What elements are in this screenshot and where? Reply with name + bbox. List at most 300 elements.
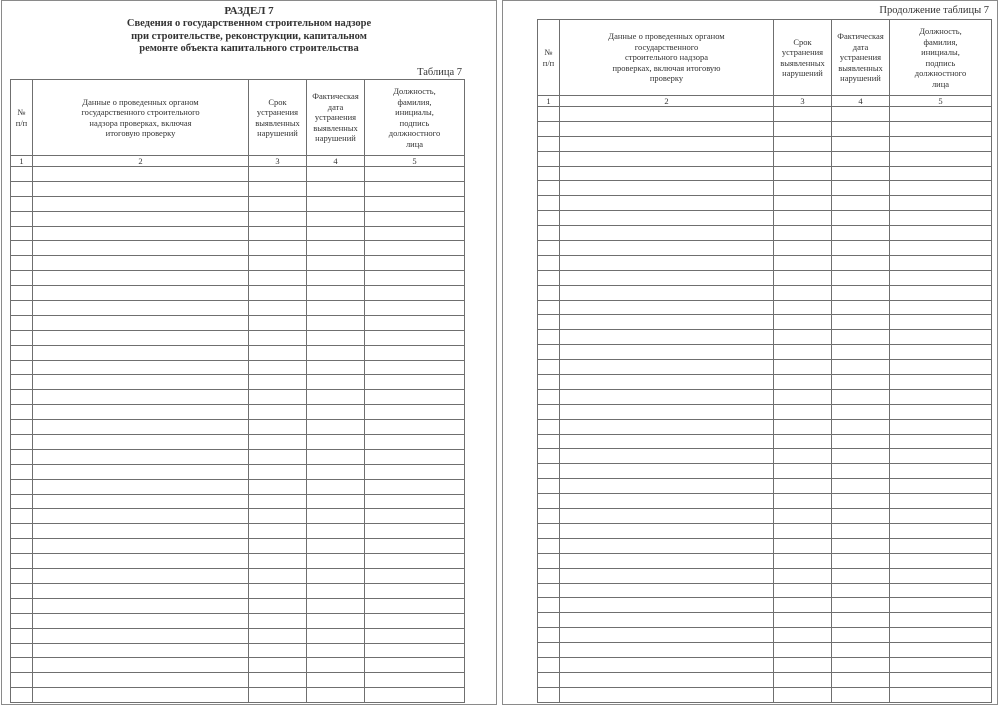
register-table bbox=[10, 79, 465, 703]
table-cell bbox=[11, 301, 33, 316]
table-row bbox=[11, 226, 465, 241]
table-cell bbox=[249, 613, 307, 628]
table-cell bbox=[832, 404, 890, 419]
table-row bbox=[538, 285, 992, 300]
table-row bbox=[538, 270, 992, 285]
table-cell bbox=[249, 256, 307, 271]
table-cell bbox=[560, 613, 774, 628]
table-cell bbox=[307, 256, 365, 271]
table-row bbox=[11, 583, 465, 598]
table-row bbox=[11, 375, 465, 390]
table-row bbox=[538, 107, 992, 122]
table-cell bbox=[560, 270, 774, 285]
table-row bbox=[538, 389, 992, 404]
table-cell bbox=[774, 389, 832, 404]
column-number: 3 bbox=[774, 96, 832, 107]
table-cell bbox=[832, 419, 890, 434]
table-cell bbox=[832, 151, 890, 166]
section-title-line: Сведения о государственном строительном надзоре bbox=[126, 18, 372, 29]
table-cell bbox=[832, 121, 890, 136]
table-cell bbox=[249, 315, 307, 330]
table-cell bbox=[249, 286, 307, 301]
table-row bbox=[538, 538, 992, 553]
table-cell bbox=[307, 449, 365, 464]
register-table-continued bbox=[537, 19, 992, 703]
table-row bbox=[538, 568, 992, 583]
table-cell bbox=[832, 375, 890, 390]
table-cell bbox=[560, 509, 774, 524]
table-cell bbox=[307, 673, 365, 688]
table-cell bbox=[365, 449, 465, 464]
table-row bbox=[538, 419, 992, 434]
table-cell bbox=[307, 479, 365, 494]
table-cell bbox=[307, 628, 365, 643]
column-header: № п/п bbox=[538, 20, 560, 96]
table-cell bbox=[774, 538, 832, 553]
column-header: № п/п bbox=[11, 80, 33, 156]
table-cell bbox=[890, 389, 992, 404]
table-cell bbox=[560, 538, 774, 553]
table-cell bbox=[11, 464, 33, 479]
table-row bbox=[11, 494, 465, 509]
table-cell bbox=[890, 375, 992, 390]
table-row bbox=[11, 315, 465, 330]
table-cell bbox=[11, 315, 33, 330]
table-cell bbox=[560, 285, 774, 300]
table-cell bbox=[365, 494, 465, 509]
table-cell bbox=[832, 181, 890, 196]
table-cell bbox=[774, 315, 832, 330]
table-cell bbox=[774, 509, 832, 524]
table-cell bbox=[307, 569, 365, 584]
table-cell bbox=[774, 613, 832, 628]
table-cell bbox=[832, 509, 890, 524]
table-cell bbox=[249, 479, 307, 494]
table-cell bbox=[249, 196, 307, 211]
table-row bbox=[538, 166, 992, 181]
table-row bbox=[11, 181, 465, 196]
table-cell bbox=[249, 658, 307, 673]
table-cell bbox=[538, 241, 560, 256]
column-number: 2 bbox=[33, 156, 249, 167]
table-cell bbox=[890, 419, 992, 434]
table-cell bbox=[11, 643, 33, 658]
table-row bbox=[538, 211, 992, 226]
table-cell bbox=[33, 464, 249, 479]
table-cell bbox=[365, 509, 465, 524]
table-row bbox=[11, 554, 465, 569]
table-cell bbox=[774, 300, 832, 315]
section-title-line: ремонте объекта капитального строительства bbox=[139, 43, 359, 54]
table-cell bbox=[307, 301, 365, 316]
table-row bbox=[11, 539, 465, 554]
table-cell bbox=[890, 270, 992, 285]
table-cell bbox=[33, 569, 249, 584]
table-cell bbox=[538, 360, 560, 375]
table-cell bbox=[890, 509, 992, 524]
table-cell bbox=[890, 434, 992, 449]
table-cell bbox=[538, 107, 560, 122]
column-header: Срок устранения выявленных нарушений bbox=[774, 20, 832, 96]
column-header: Фактическая дата устранения выявленных нарушений bbox=[307, 80, 365, 156]
table-cell bbox=[33, 613, 249, 628]
column-header: Должность, фамилия, инициалы, подпись должностного лица bbox=[890, 20, 992, 96]
table-header-row bbox=[11, 80, 465, 156]
table-cell bbox=[33, 375, 249, 390]
table-cell bbox=[832, 672, 890, 687]
table-cell bbox=[11, 181, 33, 196]
table-cell bbox=[11, 494, 33, 509]
table-row bbox=[538, 241, 992, 256]
table-cell bbox=[560, 583, 774, 598]
table-cell bbox=[560, 449, 774, 464]
table-row bbox=[538, 598, 992, 613]
table-cell bbox=[890, 136, 992, 151]
table-cell bbox=[538, 121, 560, 136]
table-cell bbox=[832, 315, 890, 330]
table-cell bbox=[538, 136, 560, 151]
table-cell bbox=[365, 554, 465, 569]
column-header: Данные о проведенных органом государственного строительного надзора проверках, включая итоговую проверку bbox=[33, 80, 249, 156]
table-cell bbox=[365, 479, 465, 494]
table-cell bbox=[307, 226, 365, 241]
table-row bbox=[11, 286, 465, 301]
table-cell bbox=[33, 479, 249, 494]
table-row bbox=[538, 583, 992, 598]
table-cell bbox=[560, 672, 774, 687]
table-cell bbox=[774, 107, 832, 122]
table-row bbox=[538, 523, 992, 538]
table-cell bbox=[890, 404, 992, 419]
table-cell bbox=[249, 405, 307, 420]
column-number: 5 bbox=[890, 96, 992, 107]
table-cell bbox=[890, 196, 992, 211]
table-row bbox=[11, 271, 465, 286]
table-cell bbox=[11, 211, 33, 226]
table-cell bbox=[365, 464, 465, 479]
table-cell bbox=[33, 435, 249, 450]
table-cell bbox=[11, 196, 33, 211]
table-cell bbox=[890, 553, 992, 568]
table-cell bbox=[560, 628, 774, 643]
table-cell bbox=[365, 569, 465, 584]
table-cell bbox=[365, 583, 465, 598]
table-row bbox=[11, 569, 465, 584]
table-cell bbox=[832, 687, 890, 702]
table-cell bbox=[365, 613, 465, 628]
table-cell bbox=[307, 181, 365, 196]
table-cell bbox=[832, 300, 890, 315]
table-cell bbox=[33, 583, 249, 598]
table-cell bbox=[538, 300, 560, 315]
table-row bbox=[538, 196, 992, 211]
table-row bbox=[538, 226, 992, 241]
table-cell bbox=[890, 166, 992, 181]
table-cell bbox=[538, 628, 560, 643]
table-row bbox=[538, 494, 992, 509]
table-cell bbox=[365, 658, 465, 673]
table-cell bbox=[538, 345, 560, 360]
table-cell bbox=[538, 211, 560, 226]
table-cell bbox=[560, 241, 774, 256]
table-cell bbox=[307, 598, 365, 613]
table-cell bbox=[33, 554, 249, 569]
table-cell bbox=[365, 301, 465, 316]
table-cell bbox=[249, 449, 307, 464]
table-cell bbox=[11, 345, 33, 360]
table-cell bbox=[33, 330, 249, 345]
table-cell bbox=[307, 524, 365, 539]
table-cell bbox=[11, 256, 33, 271]
table-cell bbox=[538, 464, 560, 479]
table-cell bbox=[832, 389, 890, 404]
table-cell bbox=[249, 226, 307, 241]
table-cell bbox=[890, 300, 992, 315]
table-cell bbox=[832, 226, 890, 241]
table-cell bbox=[307, 345, 365, 360]
table-row bbox=[538, 509, 992, 524]
table-cell bbox=[560, 464, 774, 479]
table-cell bbox=[774, 121, 832, 136]
table-row bbox=[538, 255, 992, 270]
table-cell bbox=[832, 464, 890, 479]
table-row bbox=[538, 360, 992, 375]
table-label: Таблица 7 bbox=[417, 67, 462, 78]
table-cell bbox=[560, 360, 774, 375]
table-cell bbox=[890, 494, 992, 509]
table-row bbox=[11, 688, 465, 703]
table-cell bbox=[365, 598, 465, 613]
table-cell bbox=[11, 688, 33, 703]
table-cell bbox=[33, 360, 249, 375]
table-cell bbox=[560, 300, 774, 315]
table-cell bbox=[11, 375, 33, 390]
table-cell bbox=[890, 330, 992, 345]
table-row bbox=[538, 345, 992, 360]
table-cell bbox=[832, 107, 890, 122]
table-cell bbox=[11, 613, 33, 628]
table-cell bbox=[33, 390, 249, 405]
table-row bbox=[11, 658, 465, 673]
table-cell bbox=[774, 553, 832, 568]
table-row bbox=[11, 464, 465, 479]
table-cell bbox=[832, 449, 890, 464]
table-cell bbox=[538, 598, 560, 613]
column-number: 3 bbox=[249, 156, 307, 167]
table-cell bbox=[832, 583, 890, 598]
table-cell bbox=[832, 345, 890, 360]
table-cell bbox=[774, 672, 832, 687]
table-cell bbox=[774, 523, 832, 538]
column-number: 5 bbox=[365, 156, 465, 167]
table-cell bbox=[538, 166, 560, 181]
table-cell bbox=[832, 494, 890, 509]
table-cell bbox=[774, 434, 832, 449]
table-cell bbox=[11, 583, 33, 598]
table-cell bbox=[33, 598, 249, 613]
table-cell bbox=[560, 255, 774, 270]
table-cell bbox=[538, 657, 560, 672]
table-cell bbox=[832, 196, 890, 211]
table-cell bbox=[307, 330, 365, 345]
column-header: Должность, фамилия, инициалы, подпись должностного лица bbox=[365, 80, 465, 156]
table-cell bbox=[307, 509, 365, 524]
table-cell bbox=[832, 285, 890, 300]
table-cell bbox=[307, 167, 365, 182]
table-cell bbox=[365, 420, 465, 435]
table-cell bbox=[11, 360, 33, 375]
table-cell bbox=[307, 658, 365, 673]
table-cell bbox=[560, 330, 774, 345]
table-cell bbox=[33, 271, 249, 286]
table-row bbox=[538, 434, 992, 449]
table-cell bbox=[365, 688, 465, 703]
table-cell bbox=[832, 479, 890, 494]
table-cell bbox=[538, 181, 560, 196]
table-cell bbox=[890, 315, 992, 330]
table-cell bbox=[365, 226, 465, 241]
table-cell bbox=[538, 509, 560, 524]
table-cell bbox=[11, 435, 33, 450]
section-number: РАЗДЕЛ 7 bbox=[224, 5, 274, 17]
table-cell bbox=[560, 553, 774, 568]
table-cell bbox=[33, 643, 249, 658]
table-row bbox=[538, 315, 992, 330]
table-cell bbox=[560, 315, 774, 330]
table-cell bbox=[365, 315, 465, 330]
table-cell bbox=[832, 657, 890, 672]
table-cell bbox=[249, 211, 307, 226]
table-cell bbox=[774, 598, 832, 613]
table-cell bbox=[560, 643, 774, 658]
table-cell bbox=[11, 390, 33, 405]
right-page bbox=[502, 0, 998, 705]
table-cell bbox=[560, 211, 774, 226]
table-cell bbox=[560, 479, 774, 494]
section-heading bbox=[2, 5, 496, 56]
table-cell bbox=[890, 345, 992, 360]
table-cell bbox=[538, 255, 560, 270]
table-cell bbox=[560, 598, 774, 613]
table-cell bbox=[538, 315, 560, 330]
table-cell bbox=[560, 345, 774, 360]
left-page bbox=[1, 0, 497, 705]
continuation-label: Продолжение таблицы 7 bbox=[879, 5, 989, 16]
table-cell bbox=[33, 658, 249, 673]
table-cell bbox=[249, 554, 307, 569]
table-cell bbox=[365, 524, 465, 539]
table-cell bbox=[11, 420, 33, 435]
table-cell bbox=[33, 256, 249, 271]
table-cell bbox=[11, 226, 33, 241]
table-cell bbox=[890, 107, 992, 122]
table-cell bbox=[774, 196, 832, 211]
table-cell bbox=[249, 301, 307, 316]
table-cell bbox=[890, 479, 992, 494]
table-cell bbox=[538, 613, 560, 628]
table-cell bbox=[33, 301, 249, 316]
table-cell bbox=[249, 539, 307, 554]
table-cell bbox=[774, 345, 832, 360]
table-cell bbox=[307, 405, 365, 420]
table-cell bbox=[33, 449, 249, 464]
table-cell bbox=[33, 539, 249, 554]
table-cell bbox=[538, 449, 560, 464]
table-cell bbox=[832, 628, 890, 643]
table-cell bbox=[560, 404, 774, 419]
table-cell bbox=[832, 538, 890, 553]
table-cell bbox=[11, 241, 33, 256]
table-cell bbox=[33, 345, 249, 360]
table-cell bbox=[307, 211, 365, 226]
table-cell bbox=[307, 554, 365, 569]
table-cell bbox=[249, 509, 307, 524]
table-cell bbox=[832, 434, 890, 449]
table-cell bbox=[560, 687, 774, 702]
table-cell bbox=[365, 181, 465, 196]
table-row bbox=[11, 598, 465, 613]
table-cell bbox=[890, 598, 992, 613]
table-cell bbox=[774, 270, 832, 285]
table-cell bbox=[365, 390, 465, 405]
table-row bbox=[11, 628, 465, 643]
table-cell bbox=[249, 181, 307, 196]
table-cell bbox=[33, 509, 249, 524]
table-cell bbox=[774, 360, 832, 375]
table-cell bbox=[774, 181, 832, 196]
table-cell bbox=[560, 136, 774, 151]
table-cell bbox=[832, 553, 890, 568]
table-cell bbox=[307, 271, 365, 286]
table-row bbox=[538, 330, 992, 345]
table-cell bbox=[832, 523, 890, 538]
table-cell bbox=[249, 598, 307, 613]
table-row bbox=[11, 405, 465, 420]
table-row bbox=[538, 613, 992, 628]
table-cell bbox=[560, 419, 774, 434]
column-header: Данные о проведенных органом государственного строительного надзора проверках, включая итоговую проверку bbox=[560, 20, 774, 96]
table-cell bbox=[538, 375, 560, 390]
table-cell bbox=[249, 643, 307, 658]
table-cell bbox=[560, 389, 774, 404]
table-cell bbox=[560, 375, 774, 390]
table-cell bbox=[538, 643, 560, 658]
column-number: 4 bbox=[832, 96, 890, 107]
table-row bbox=[538, 553, 992, 568]
table-cell bbox=[538, 196, 560, 211]
table-row bbox=[11, 301, 465, 316]
table-cell bbox=[11, 554, 33, 569]
table-cell bbox=[774, 226, 832, 241]
table-cell bbox=[774, 687, 832, 702]
table-cell bbox=[560, 434, 774, 449]
table-cell bbox=[33, 673, 249, 688]
table-cell bbox=[33, 167, 249, 182]
column-number-row bbox=[11, 156, 465, 167]
table-cell bbox=[307, 375, 365, 390]
column-header: Срок устранения выявленных нарушений bbox=[249, 80, 307, 156]
table-cell bbox=[538, 389, 560, 404]
table-cell bbox=[890, 360, 992, 375]
column-number: 1 bbox=[11, 156, 33, 167]
table-cell bbox=[560, 494, 774, 509]
table-cell bbox=[538, 330, 560, 345]
table-cell bbox=[33, 196, 249, 211]
table-cell bbox=[11, 673, 33, 688]
table-cell bbox=[774, 404, 832, 419]
table-cell bbox=[774, 241, 832, 256]
table-row bbox=[538, 657, 992, 672]
